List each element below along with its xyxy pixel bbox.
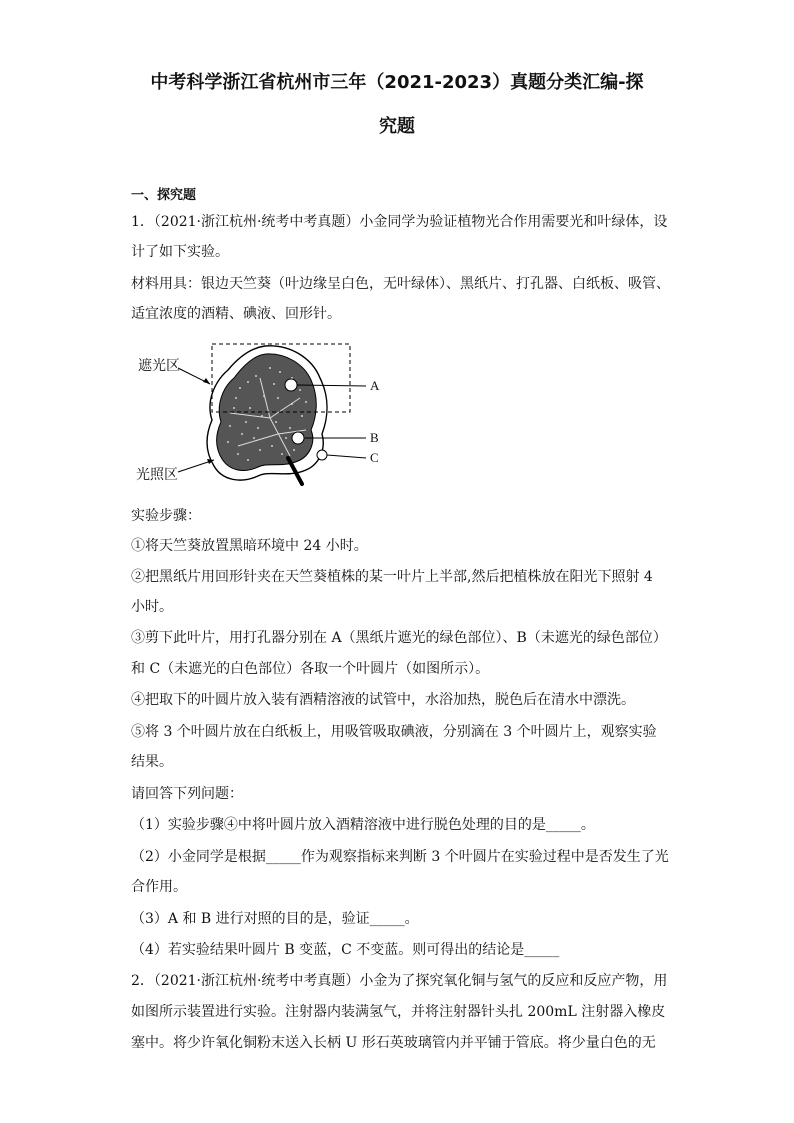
sub-question-3: （3）A 和 B 进行对照的目的是，验证_____。 — [131, 911, 419, 927]
q1-materials-line-1: 材料用具：银边天竺葵（叶边缘呈白色，无叶绿体）、黑纸片、打孔器、白纸板、吸管、 — [131, 276, 670, 292]
sub-question-2-line-1: （2）小金同学是根据_____作为观察指标来判断 3 个叶圆片在实验过程中是否发生了光 — [131, 849, 669, 865]
label-shade-zone: 遮光区 — [138, 358, 180, 374]
q1-materials-line-2: 适宜浓度的酒精、碘液、回形针。 — [131, 306, 341, 322]
step-2-line-2: 小时。 — [131, 599, 173, 615]
label-light-zone: 光照区 — [136, 467, 178, 483]
steps-title: 实验步骤： — [131, 508, 201, 524]
leaf-experiment-figure — [130, 338, 400, 498]
step-3-line-1: ③剪下此叶片，用打孔器分别在 A（黑纸片遮光的绿色部位）、B（未遮光的绿色部位） — [131, 630, 667, 646]
q1-intro-line-2: 计了如下实验。 — [131, 244, 229, 260]
step-1: ①将天竺葵放置黑暗环境中 24 小时。 — [131, 538, 368, 554]
sub-question-1: （1）实验步骤④中将叶圆片放入酒精溶液中进行脱色处理的目的是_____。 — [131, 817, 595, 833]
answer-prompt: 请回答下列问题： — [131, 786, 243, 802]
disc-b — [292, 432, 304, 444]
q2-line-3: 塞中。将少许氧化铜粉末送入长柄 U 形石英玻璃管内并平铺于管底。将少量白色的无 — [131, 1035, 656, 1051]
label-c: C — [370, 450, 379, 465]
sub-question-2-line-2: 合作用。 — [131, 879, 187, 895]
leader-c — [327, 455, 366, 458]
document-title-line-2: 究题 — [379, 116, 415, 137]
q2-line-1: 2．（2021·浙江杭州·统考中考真题）小金为了探究氧化铜与氢气的反应和反应产物，用 — [131, 973, 668, 989]
label-a: A — [370, 378, 380, 393]
q2-line-2: 如图所示装置进行实验。注射器内装满氢气，并将注射器针头扎 200mL 注射器入橡皮 — [131, 1004, 666, 1020]
document-title-line-1: 中考科学浙江省杭州市三年（2021-2023）真题分类汇编-探 — [150, 72, 644, 93]
step-5-line-1: ⑤将 3 个叶圆片放在白纸板上，用吸管吸取碘液，分别滴在 3 个叶圆片上，观察实验 — [131, 724, 657, 740]
disc-c — [317, 450, 327, 460]
arrow-shade — [203, 378, 210, 384]
section-heading: 一、探究题 — [131, 188, 197, 203]
disc-a — [285, 379, 297, 391]
step-3-line-2: 和 C（未遮光的白色部位）各取一个叶圆片（如图所示）。 — [131, 661, 490, 677]
step-2-line-1: ②把黑纸片用回形针夹在天竺葵植株的某一叶片上半部,然后把植株放在阳光下照射 4 — [131, 569, 653, 585]
sub-question-4: （4）若实验结果叶圆片 B 变蓝，C 不变蓝。则可得出的结论是_____ — [131, 942, 560, 958]
step-5-line-2: 结果。 — [131, 754, 173, 770]
step-4: ④把取下的叶圆片放入装有酒精溶液的试管中，水浴加热，脱色后在清水中漂洗。 — [131, 692, 635, 708]
label-b: B — [370, 430, 379, 445]
q1-intro-line-1: 1．（2021·浙江杭州·统考中考真题）小金同学为验证植物光合作用需要光和叶绿体，设 — [131, 214, 668, 230]
